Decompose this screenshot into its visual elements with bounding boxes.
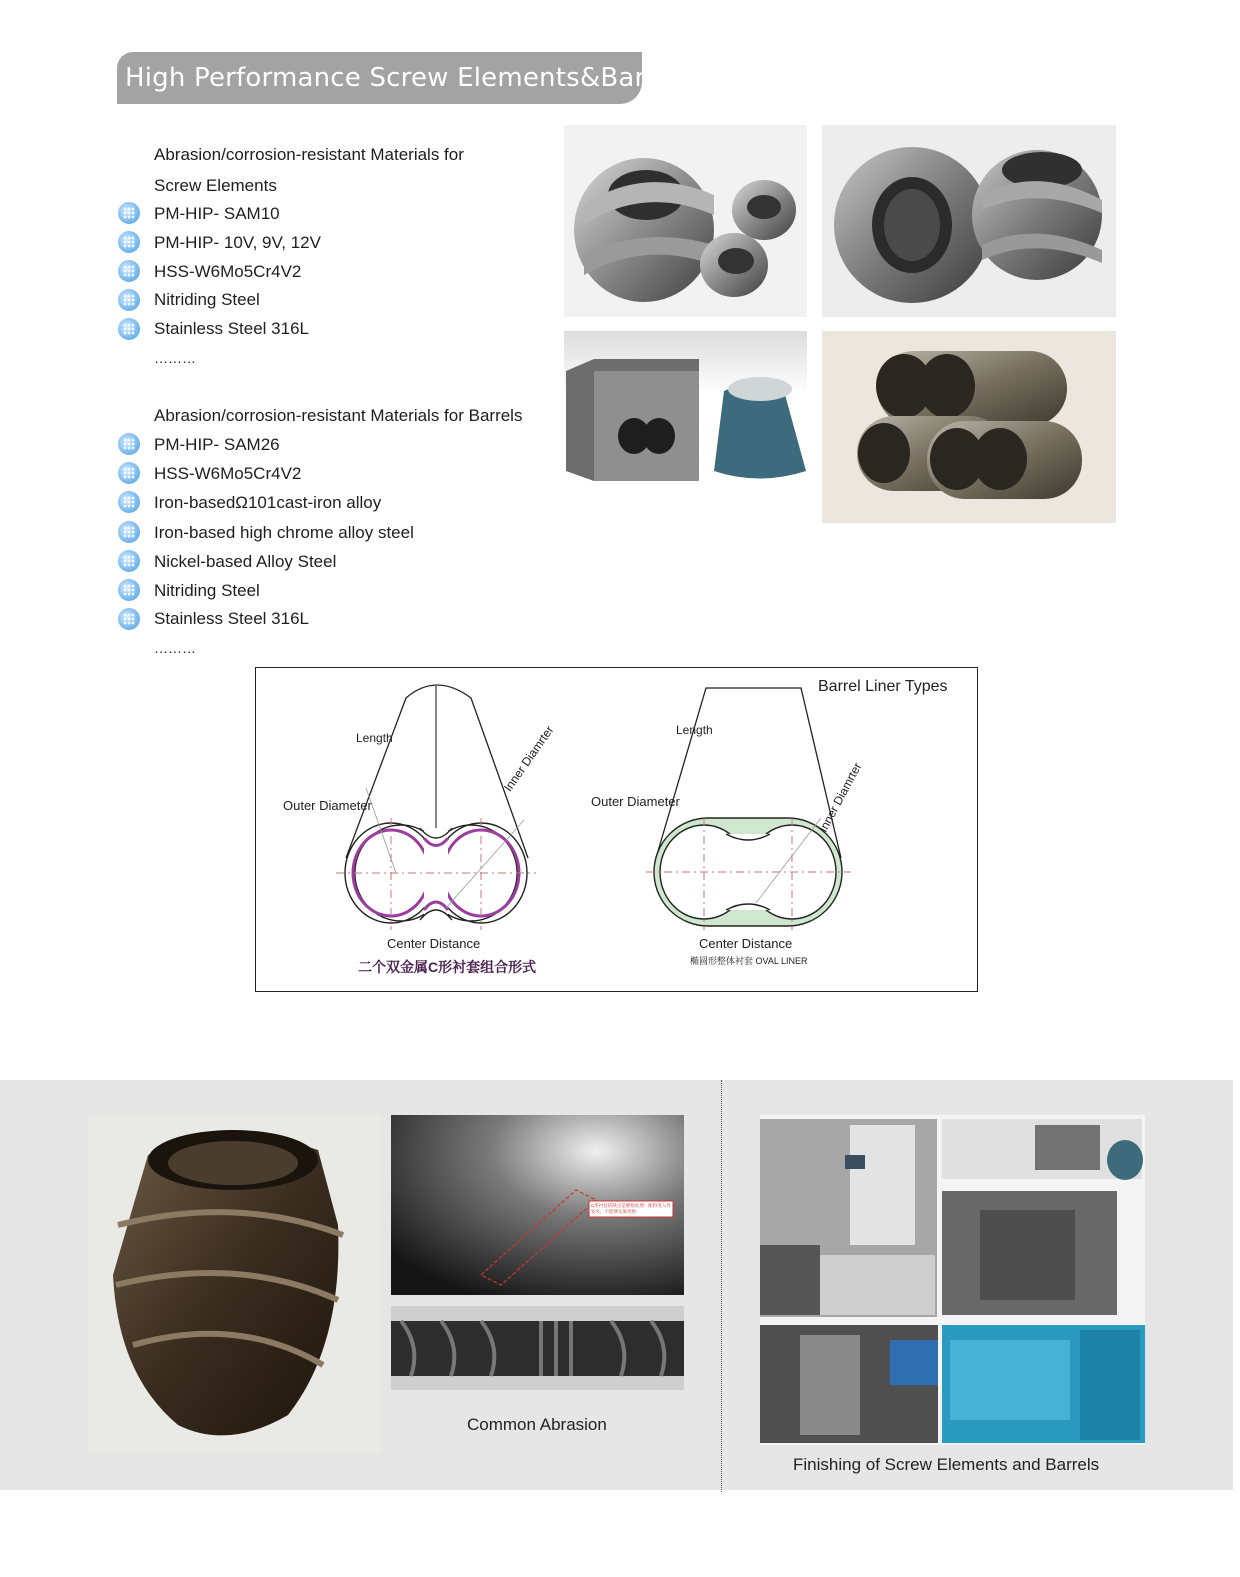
screw-material-item: PM-HIP- SAM10: [154, 204, 280, 223]
barrel-material-item: Nickel-based Alloy Steel: [154, 552, 337, 571]
right-length-label: Length: [676, 723, 713, 737]
bullet-icon: [118, 521, 140, 543]
right-liner-caption: 椭圆形整体衬套 OVAL LINER: [690, 956, 808, 966]
left-center-distance-label: Center Distance: [387, 936, 481, 951]
bullet-icon: [118, 462, 140, 484]
bullet-icon: [118, 231, 140, 253]
barrel-material-item: HSS-W6Mo5Cr4V2: [154, 464, 302, 483]
bullet-icon: [118, 579, 140, 601]
barrel-abrasion-photo: [391, 1115, 684, 1295]
screw-material-item: Stainless Steel 316L: [154, 319, 309, 338]
left-outer-diameter-label: Outer Diameter: [283, 798, 372, 813]
bullet-icon: [118, 260, 140, 282]
right-inner-diameter-label: Inner Diamrter: [816, 760, 865, 835]
diagram-title: Barrel Liner Types: [818, 678, 948, 695]
barrel-liner-diagram: [255, 667, 978, 992]
bullet-icon: [118, 202, 140, 224]
screw-material-item: HSS-W6Mo5Cr4V2: [154, 262, 302, 281]
left-length-label: Length: [356, 731, 393, 745]
barrel-block-photo: [564, 331, 807, 491]
finishing-caption: Finishing of Screw Elements and Barrels: [793, 1455, 1100, 1474]
screw-elements-photo-2: [822, 125, 1116, 317]
bullet-icon: [118, 550, 140, 572]
left-inner-diameter-label: Inner Diamrter: [501, 723, 557, 795]
screw-elements-photo-1: [564, 125, 807, 317]
bullet-icon: [118, 433, 140, 455]
common-abrasion-caption: Common Abrasion: [467, 1415, 607, 1434]
bullet-icon: [118, 491, 140, 513]
bullet-icon: [118, 289, 140, 311]
barrel-materials-heading: Abrasion/corrosion-resistant Materials for Barrels: [154, 406, 523, 425]
right-center-distance-label: Center Distance: [699, 936, 793, 951]
left-liner-caption: 二个双金属C形衬套组合形式: [358, 959, 537, 975]
screw-material-item: Nitriding Steel: [154, 290, 260, 309]
barrel-material-item: Iron-based high chrome alloy steel: [154, 523, 414, 542]
worn-screw-element-photo: [88, 1115, 381, 1453]
barrel-materials-ellipsis: ………: [154, 640, 196, 656]
barrel-material-item: PM-HIP- SAM26: [154, 435, 280, 454]
abrasion-note: C形衬套的缺点是磨损处理：配料进入外发夹，不能够实施更换: [591, 1203, 671, 1214]
screw-materials-heading-line2: Screw Elements: [154, 176, 277, 195]
screw-materials-ellipsis: ………: [154, 350, 196, 366]
barrel-material-item: Nitriding Steel: [154, 581, 260, 600]
page-title: High Performance Screw Elements&Barrels: [117, 52, 642, 104]
barrel-material-item: Iron-basedΩ101cast-iron alloy: [154, 493, 382, 512]
bullet-icon: [118, 318, 140, 340]
screw-material-item: PM-HIP- 10V, 9V, 12V: [154, 233, 321, 252]
section-divider: [721, 1080, 722, 1492]
screw-materials-heading-line1: Abrasion/corrosion-resistant Materials for: [154, 145, 464, 164]
worn-screw-shaft-photo: [391, 1306, 684, 1390]
bullet-icon: [118, 608, 140, 630]
oval-liner-photo: [822, 331, 1116, 523]
finishing-collage: [760, 1115, 1145, 1445]
right-outer-diameter-label: Outer Diameter: [591, 794, 680, 809]
barrel-material-item: Stainless Steel 316L: [154, 609, 309, 628]
